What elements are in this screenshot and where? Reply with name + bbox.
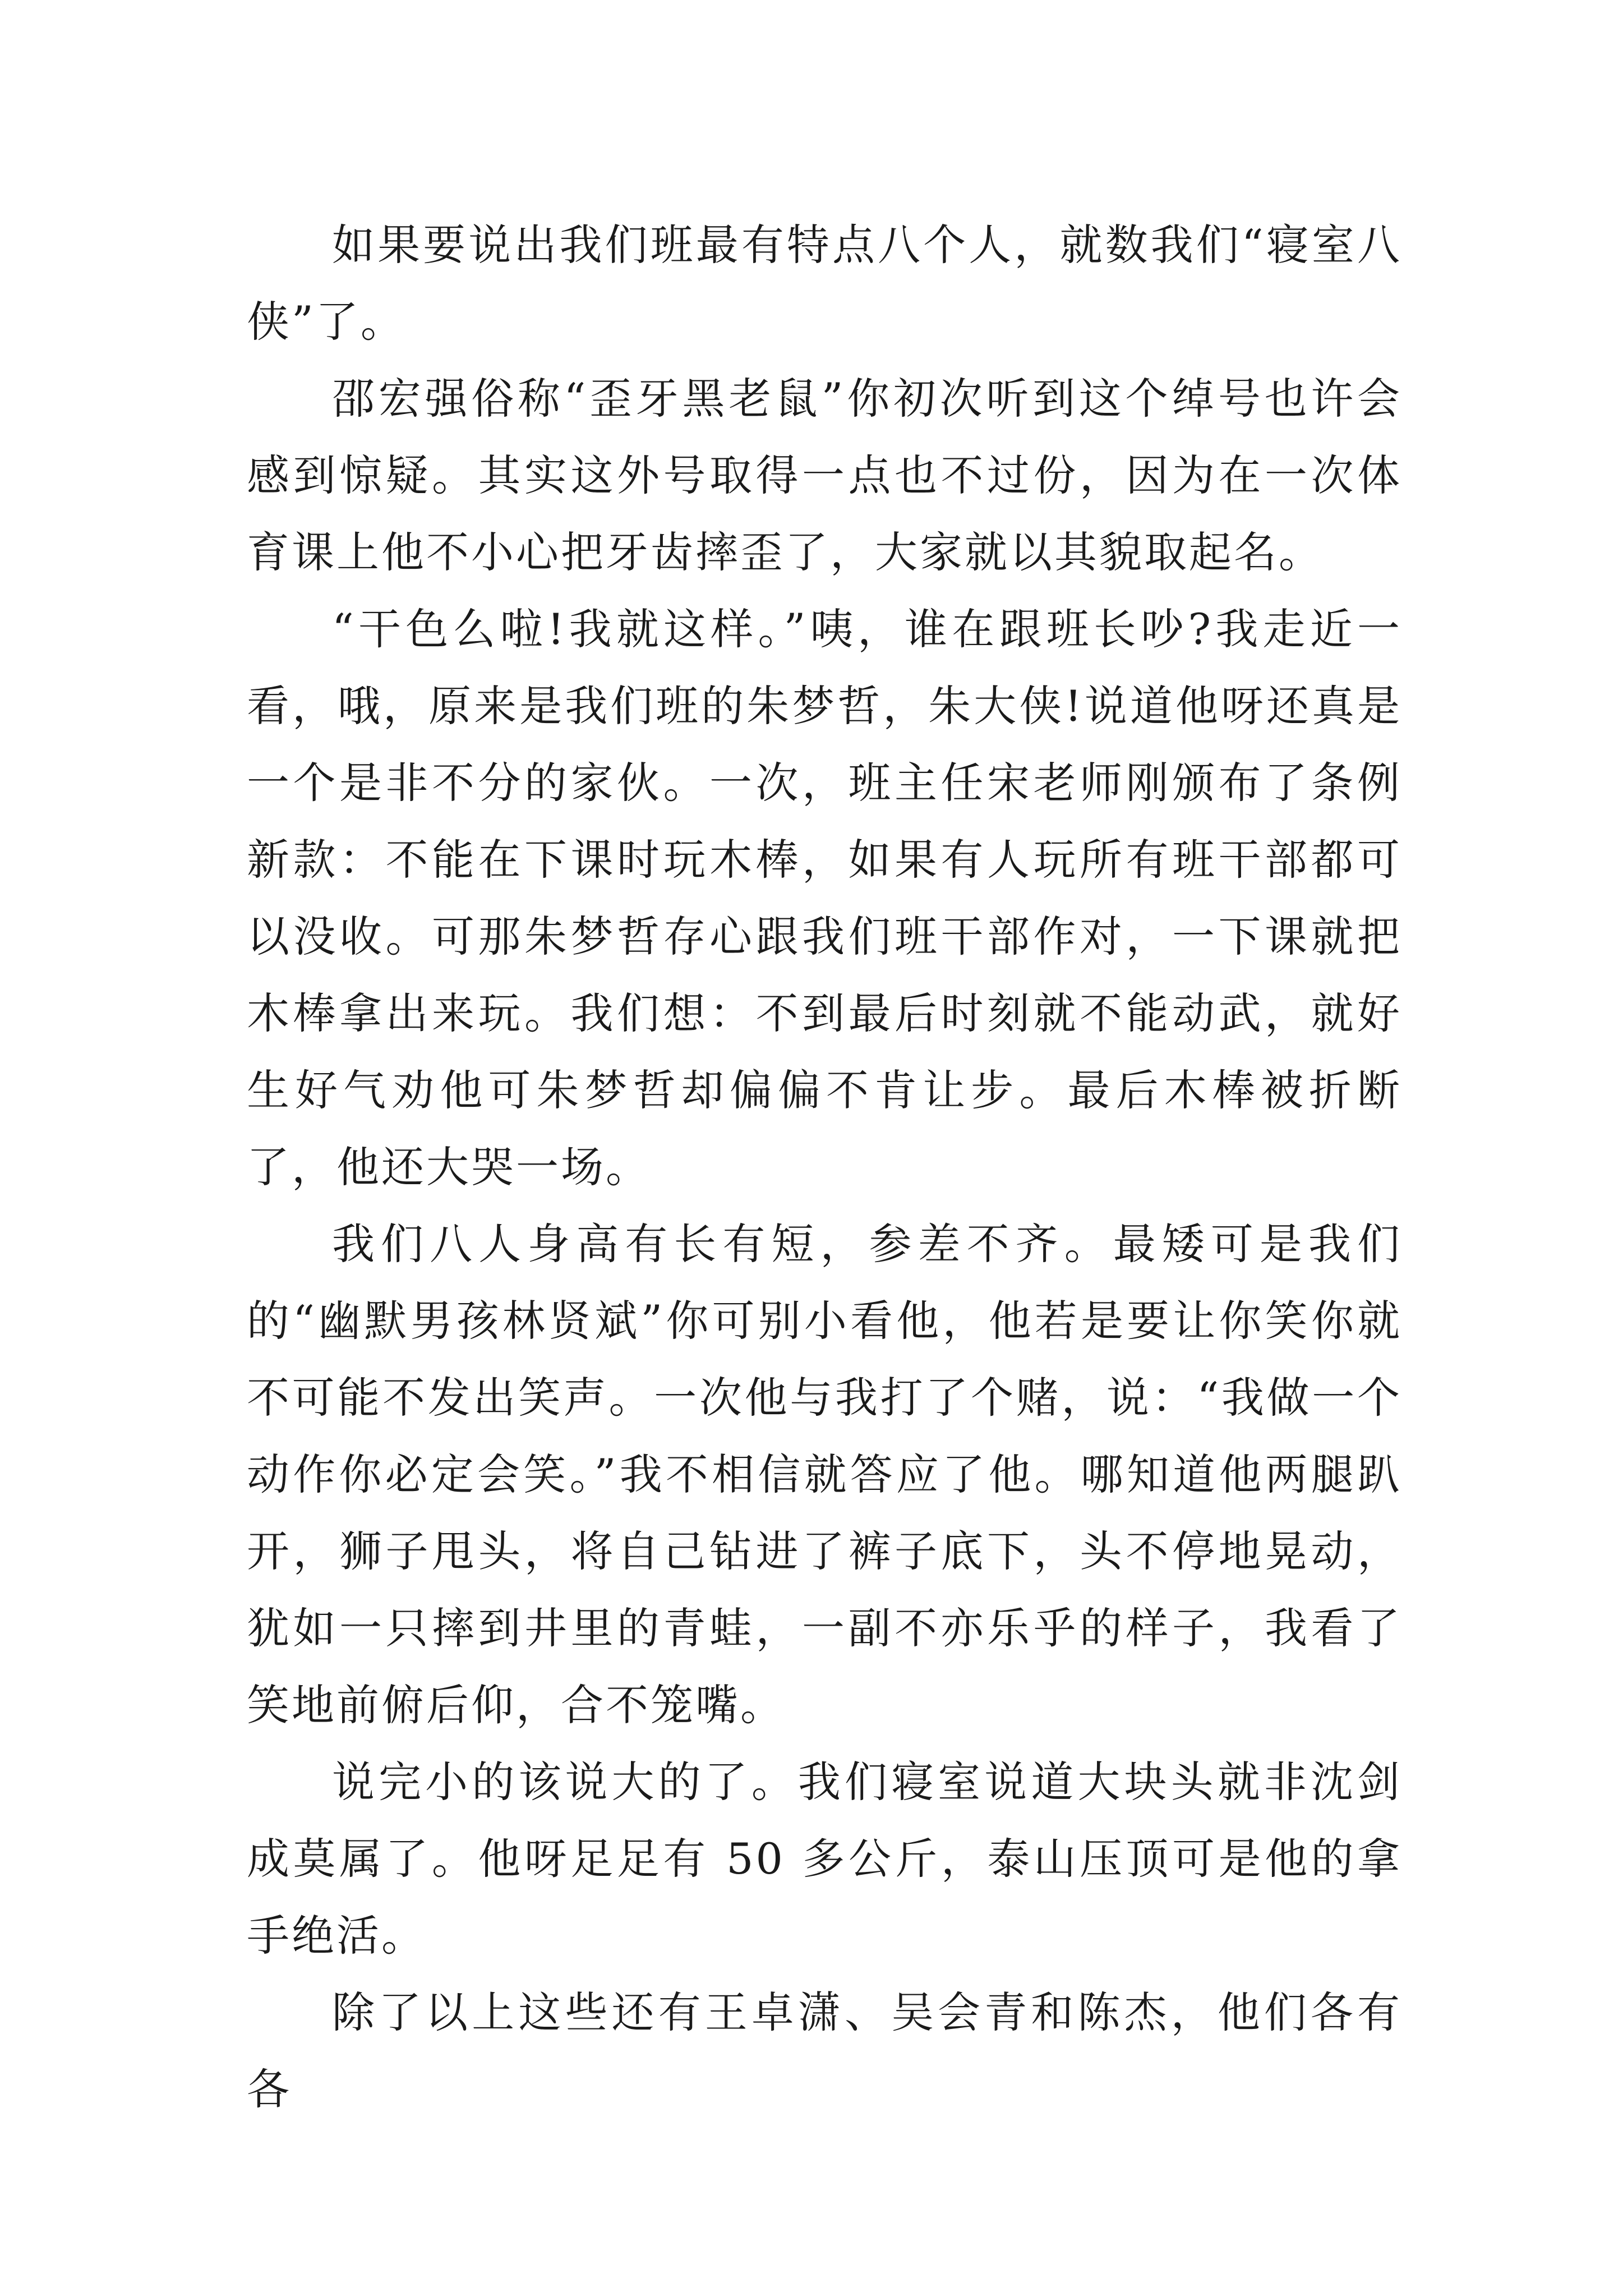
paragraph-others: 除了以上这些还有王卓潇、吴会青和陈杰，他们各有各 xyxy=(247,1987,1402,2114)
paragraph-shao-hongqiang: 邵宏强俗称“歪牙黑老鼠”你初次听到这个绰号也许会感到惊疑。其实这外号取得一点也不过份，因为在一次体育课上他不小心把牙齿摔歪了，大家就以其貌取起名。 xyxy=(247,374,1402,577)
paragraph-shen-jiancheng: 说完小的该说大的了。我们寝室说道大块头就非沈剑成莫属了。他呀足足有 50 多公斤，泰山压顶可是他的拿手绝活。 xyxy=(247,1757,1402,1961)
paragraph-zhu-mengzhe: “干色么啦!我就这样。”咦，谁在跟班长吵?我走近一看，哦，原来是我们班的朱梦哲，朱大侠!说道他呀还真是一个是非不分的家伙。一次，班主任宋老师刚颁布了条例新款：不能在下课时玩木棒，如果有人玩所有班干部都可以没收。可那朱梦哲存心跟我们班干部作对，一下课就把木棒拿出来玩。我们想：不到最后时刻就不能动武，就好生好气劝他可朱梦哲却偏偏不肯让步。最后木棒被折断了，他还大哭一场。 xyxy=(247,604,1402,1192)
document-body xyxy=(247,206,1402,2128)
paragraph-lin-xianbin: 我们八人身高有长有短，参差不齐。最矮可是我们的“幽默男孩林贤斌”你可别小看他，他若是要让你笑你就不可能不发出笑声。一次他与我打了个赌，说：“我做一个动作你必定会笑。”我不相信就答应了他。哪知道他两腿趴开，狮子甩头，将自己钻进了裤子底下，头不停地晃动，犹如一只摔到井里的青蛙，一副不亦乐乎的样子，我看了笑地前俯后仰，合不笼嘴。 xyxy=(247,1219,1402,1730)
paragraph-intro: 如果要说出我们班最有特点八个人，就数我们“寝室八侠”了。 xyxy=(247,220,1402,347)
